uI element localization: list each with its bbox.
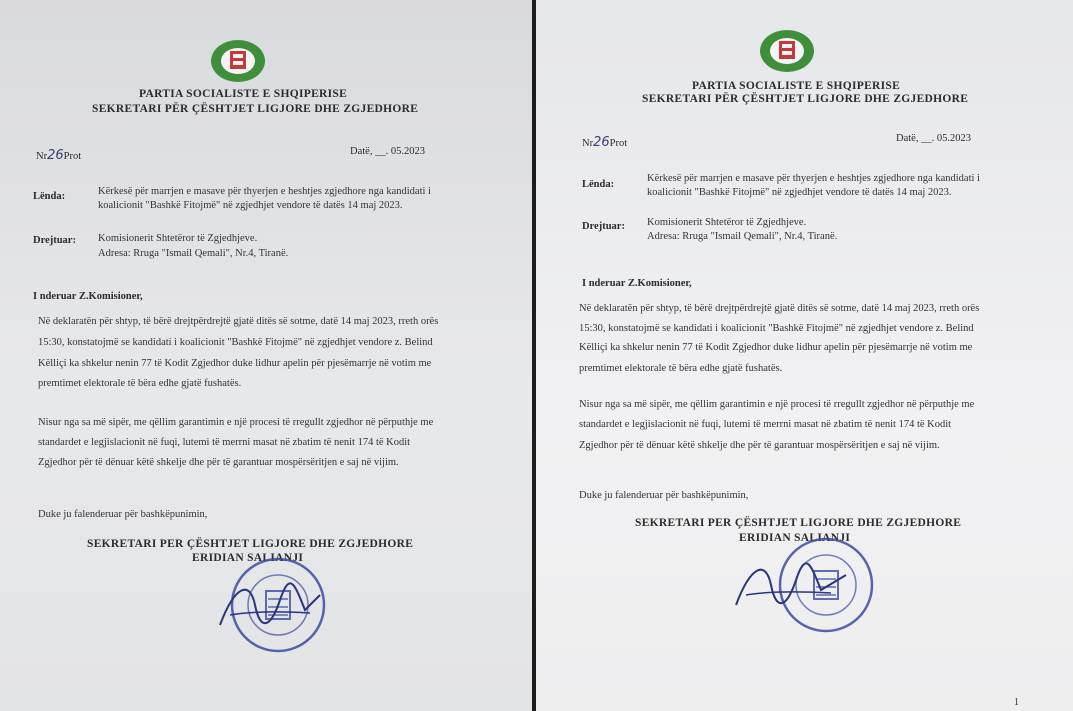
page-number: 1 [1014, 697, 1019, 708]
signatory-name: ERIDIAN SALIANJI [739, 532, 851, 544]
paragraph-2-line-1: Nisur nga sa më sipër, me qëllim garantimin e një procesi të rregullt zgjedhor në përputhje me [38, 417, 434, 428]
paragraph-2-line-2: standardet e legjislacionit në fuqi, lutemi të merrni masat në zbatim të nenit 174 të Kodit [579, 419, 952, 430]
subject-label: Lënda: [33, 191, 66, 202]
paragraph-2-line-3: Zgjedhor për të dënuar këtë shkelje dhe për të garantuar mospërsëritjen e saj në vijim. [579, 440, 940, 451]
recipient-line-1: Komisionerit Shtetëror të Zgjedhjeve. [647, 217, 807, 228]
paragraph-1-line-3: Këlliçi ka shkelur nenin 77 të Kodit Zgjedhor duke lidhur apelin për pjesëmarrje në votim me [38, 358, 432, 369]
signatory-title: SEKRETARI PER ÇËSHTJET LIGJORE DHE ZGJEDHORE [87, 538, 414, 550]
subject-line-2: koalicionit "Bashkë Fitojmë" në zgjedhjet vendore të datës 14 maj 2023. [647, 187, 952, 198]
greeting: I nderuar Z.Komisioner, [33, 291, 143, 302]
subject-label: Lënda: [582, 179, 615, 190]
paragraph-1-line-3: Këlliçi ka shkelur nenin 77 të Kodit Zgjedhor duke lidhur apelin për pjesëmarrje në votim me [579, 342, 973, 353]
party-name: PARTIA SOCIALISTE E SHQIPERISE [139, 88, 348, 100]
party-logo [209, 38, 267, 84]
right-document-photo [536, 0, 1073, 711]
recipient-line-2: Adresa: Rruga "Ismail Qemali", Nr.4, Tiranë. [647, 231, 838, 242]
recipient-label: Drejtuar: [33, 235, 76, 246]
letter-date: Datë, __. 05.2023 [350, 146, 425, 157]
recipient-line-1: Komisionerit Shtetëror të Zgjedhjeve. [98, 233, 258, 244]
closing-line: Duke ju falenderuar për bashkëpunimin, [38, 509, 208, 520]
department-name: SEKRETARI PËR ÇËSHTJET LIGJORE DHE ZGJEDHORE [642, 93, 969, 105]
handwritten-signature [731, 555, 851, 615]
signatory-name: ERIDIAN SALIANJI [192, 552, 304, 564]
recipient-label: Drejtuar: [582, 221, 625, 232]
paragraph-1-line-2: 15:30, konstatojmë se kandidati i koalicionit "Bashkë Fitojmë" në zgjedhjet vendore z. Belind [38, 337, 433, 348]
letter-date: Datë, __. 05.2023 [896, 133, 971, 144]
paragraph-1-line-2: 15:30, konstatojmë se kandidati i koalicionit "Bashkë Fitojmë" në zgjedhjet vendore z. Belind [579, 323, 974, 334]
handwritten-signature [215, 575, 325, 635]
department-name: SEKRETARI PËR ÇËSHTJET LIGJORE DHE ZGJEDHORE [92, 103, 419, 115]
paragraph-2-line-1: Nisur nga sa më sipër, me qëllim garantimin e një procesi të rregullt zgjedhor në përputhje me [579, 399, 975, 410]
party-name: PARTIA SOCIALISTE E SHQIPERISE [692, 80, 901, 92]
closing-line: Duke ju falenderuar për bashkëpunimin, [579, 490, 749, 501]
paragraph-1-line-4: premtimet elektorale të bëra edhe gjatë fushatës. [579, 363, 783, 374]
left-document-photo [0, 0, 532, 711]
paragraph-1-line-1: Në deklaratën për shtyp, të bërë drejtpërdrejtë gjatë ditës së sotme, datë 14 maj 2023, rreth orës [579, 303, 980, 314]
subject-line-1: Kërkesë për marrjen e masave për thyerjen e heshtjes zgjedhore nga kandidati i [647, 173, 980, 184]
party-logo [758, 28, 816, 74]
subject-line-2: koalicionit "Bashkë Fitojmë" në zgjedhjet vendore të datës 14 maj 2023. [98, 200, 403, 211]
signatory-title: SEKRETARI PER ÇËSHTJET LIGJORE DHE ZGJEDHORE [635, 517, 962, 529]
recipient-line-2: Adresa: Rruga "Ismail Qemali", Nr.4, Tiranë. [98, 248, 289, 259]
paragraph-2-line-2: standardet e legjislacionit në fuqi, lutemi të merrni masat në zbatim të nenit 174 të Kodit [38, 437, 411, 448]
paragraph-2-line-3: Zgjedhor për të dënuar këtë shkelje dhe për të garantuar mospërsëritjen e saj në vijim. [38, 457, 399, 468]
greeting: I nderuar Z.Komisioner, [582, 278, 692, 289]
paragraph-1-line-4: premtimet elektorale të bëra edhe gjatë fushatës. [38, 378, 242, 389]
subject-line-1: Kërkesë për marrjen e masave për thyerjen e heshtjes zgjedhore nga kandidati i [98, 186, 431, 197]
paragraph-1-line-1: Në deklaratën për shtyp, të bërë drejtpërdrejtë gjatë ditës së sotme, datë 14 maj 2023, rreth orës [38, 316, 439, 327]
protocol-number: Nr26Prot [36, 148, 82, 163]
protocol-number: Nr26Prot [582, 135, 628, 150]
